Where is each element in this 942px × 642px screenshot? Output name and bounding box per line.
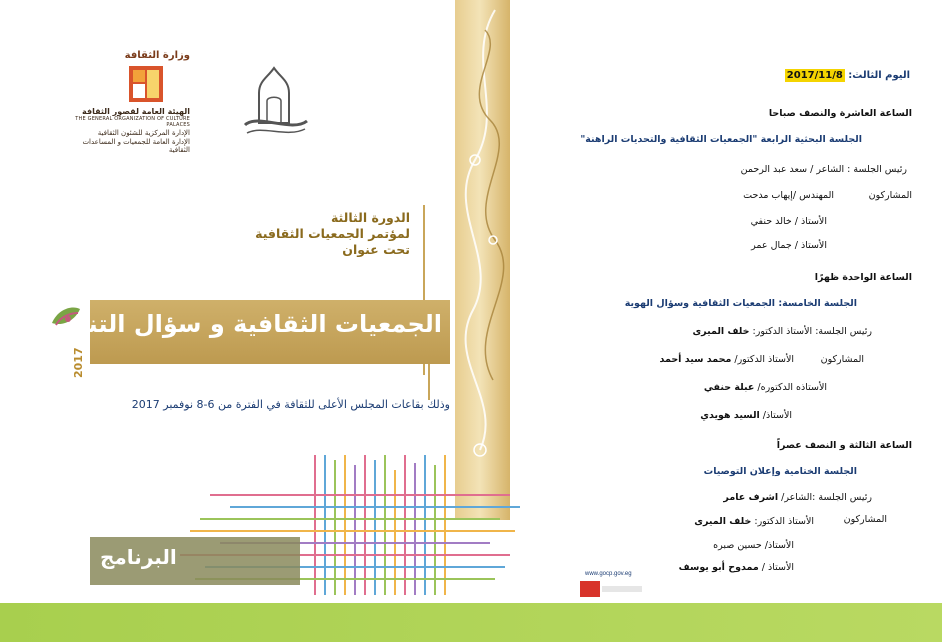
day-date: 2017/11/8 bbox=[786, 70, 843, 81]
slot3-time: الساعة الثالثة و النصف عصراً bbox=[776, 440, 912, 451]
slot1-chair: رئيس الجلسة : الشاعر / سعد عبد الرحمن bbox=[740, 164, 907, 175]
lines-artwork bbox=[90, 455, 520, 595]
edition-line-3: تحت عنوان bbox=[342, 242, 410, 257]
slot2-participant-2: الأستاذه الدكتوره/ عبلة حنفي bbox=[703, 382, 827, 393]
slot3-participant-2: الأستاذ/ حسين صبره bbox=[713, 540, 794, 551]
slot3-participant-3: الأستاذ / ممدوح أبو يوسف bbox=[678, 562, 794, 573]
ornament-swirl-icon bbox=[455, 0, 510, 520]
organization-name-ar: الهيئة العامة لقصور الثقافة bbox=[82, 107, 190, 116]
slot3-chair: رئيس الجلسة :الشاعر/ اشرف عامر bbox=[723, 492, 872, 503]
gold-ornament-strip bbox=[455, 0, 510, 520]
slot2-participant-1: الأستاذ الدكتور/ محمد سيد أحمد bbox=[659, 354, 794, 365]
website-url: www.gocp.gov.eg bbox=[585, 571, 632, 577]
ministry-block bbox=[70, 50, 190, 154]
slot1-time: الساعة العاشرة والنصف صباحا bbox=[768, 108, 912, 119]
cover-subtitle: وذلك بقاعات المجلس الأعلى للثقافة في الفترة من 6-8 نوفمبر 2017 bbox=[131, 398, 450, 411]
program-label: البرنامج bbox=[100, 545, 177, 569]
day-label: اليوم الثالث: bbox=[844, 70, 910, 81]
slot3-participants-label: المشاركون bbox=[843, 514, 887, 525]
edition-line-2: لمؤتمر الجمعيات الثقافية bbox=[255, 226, 410, 241]
department-line-1: الإدارة المركزية للشئون الثقافية bbox=[97, 129, 190, 137]
program-page bbox=[510, 0, 942, 603]
day-heading bbox=[510, 70, 910, 81]
slot3-participant-1: الأستاذ الدكتور: خلف الميرى bbox=[694, 516, 814, 527]
edition-block bbox=[250, 210, 410, 258]
main-title: الجمعيات الثقافية و سؤال التنوير bbox=[49, 310, 442, 338]
slot1-participant-1: المهندس /إيهاب مدحت bbox=[743, 190, 834, 201]
organization-name-en: THE GENERAL ORGANIZATION OF CULTURE PALACES bbox=[75, 116, 190, 128]
slot1-participant-3: الأستاذ / جمال عمر bbox=[751, 240, 827, 251]
slot1-session: الجلسة البحثية الرابعة "الجمعيات الثقافية والتحديات الراهنة" bbox=[580, 134, 862, 145]
edition-line-1: الدورة الثالثة bbox=[330, 210, 410, 225]
year-vertical: 2017 bbox=[72, 347, 85, 378]
slot2-session: الجلسة الخامسة: الجمعيات الثقافية وسؤال الهوية bbox=[624, 298, 857, 309]
slot1-participants-label: المشاركون bbox=[868, 190, 912, 201]
slot2-participants-label: المشاركون bbox=[820, 354, 864, 365]
ministry-name: وزارة الثقافة bbox=[124, 50, 190, 61]
culture-palaces-logo-icon bbox=[127, 64, 165, 104]
slot2-chair-name: خلف الميرى bbox=[692, 326, 750, 337]
slot1-participant-2: الأستاذ / خالد حنفي bbox=[750, 216, 827, 227]
slot2-participant-3: الأستاذ/ السيد هويدي bbox=[700, 410, 792, 421]
slot2-chair: رئيس الجلسة: الأستاذ الدكتور: خلف الميرى bbox=[692, 326, 872, 337]
department-line-2: الإدارة العامة للجمعيات و المساعدات الثقافية bbox=[82, 138, 190, 154]
slot2-time: الساعة الواحدة ظهرًا bbox=[814, 272, 912, 283]
slot3-session: الجلسة الختامية وإعلان التوصيات bbox=[703, 466, 857, 477]
green-footer-bar bbox=[0, 603, 942, 642]
supreme-council-logo-icon bbox=[237, 63, 312, 138]
